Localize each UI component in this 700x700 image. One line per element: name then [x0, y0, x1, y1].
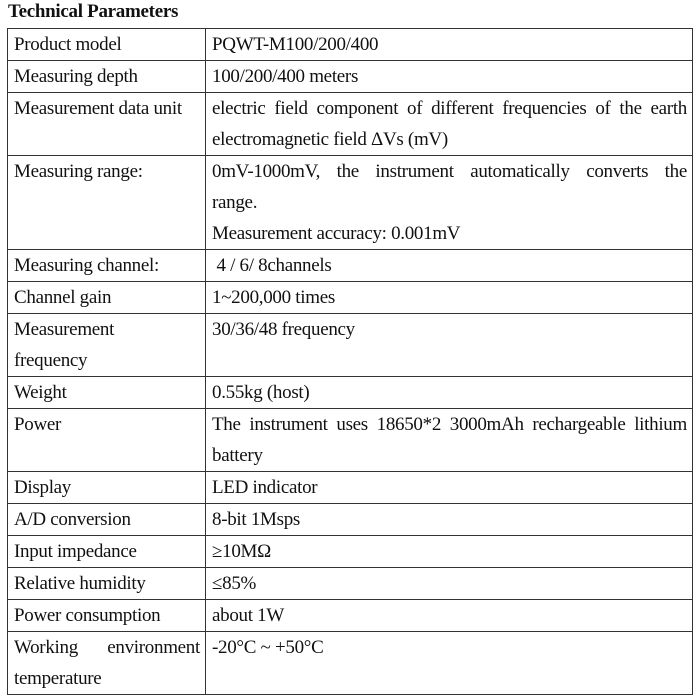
parameter-value: electric field component of different frequencies of the earth — [212, 98, 687, 119]
parameter-label: frequency — [14, 350, 88, 371]
table-row — [8, 632, 693, 695]
parameter-label-cell — [8, 282, 206, 314]
parameter-value-cell — [206, 536, 693, 568]
table-row — [8, 409, 693, 472]
parameter-label-cell — [8, 472, 206, 504]
parameter-value-cell — [206, 472, 693, 504]
parameter-label-cell — [8, 61, 206, 93]
parameter-label-cell — [8, 409, 206, 472]
parameter-value-cell — [206, 600, 693, 632]
table-row — [8, 568, 693, 600]
parameter-value-cell — [206, 250, 693, 282]
parameter-label-cell — [8, 250, 206, 282]
parameter-value: LED indicator — [212, 477, 318, 498]
parameter-label: Power — [14, 414, 62, 435]
parameter-value-cell — [206, 377, 693, 409]
parameter-value: 1~200,000 times — [212, 287, 335, 308]
table-row — [8, 29, 693, 61]
parameter-label: Power consumption — [14, 605, 161, 626]
table-row — [8, 156, 693, 250]
parameter-value: 100/200/400 meters — [212, 66, 359, 87]
parameter-value: 4 / 6/ 8channels — [212, 255, 332, 276]
parameter-label-cell — [8, 29, 206, 61]
parameter-value: The instrument uses 18650*2 3000mAh rechargeable lithium — [212, 414, 687, 435]
parameter-value: about 1W — [212, 605, 284, 626]
parameter-value: electromagnetic field ΔVs (mV) — [212, 129, 448, 150]
parameter-label-cell — [8, 377, 206, 409]
parameter-label-cell — [8, 156, 206, 250]
parameter-value: 0.55kg (host) — [212, 382, 310, 403]
table-row — [8, 600, 693, 632]
parameter-label: Measurement data unit — [14, 98, 182, 119]
table-row — [8, 472, 693, 504]
parameter-label: temperature — [14, 668, 102, 689]
parameter-value: Measurement accuracy: 0.001mV — [212, 223, 461, 244]
parameter-label: Measurement — [14, 319, 115, 340]
table-row — [8, 377, 693, 409]
technical-parameters-table — [7, 28, 693, 695]
parameter-value: ≤85% — [212, 573, 257, 594]
parameter-label: Measuring depth — [14, 66, 138, 87]
parameter-label: Measuring channel: — [14, 255, 159, 276]
section-title: Technical Parameters — [8, 1, 179, 22]
parameter-value-cell — [206, 504, 693, 536]
parameter-label: Input impedance — [14, 541, 137, 562]
table-row — [8, 61, 693, 93]
table-row — [8, 250, 693, 282]
parameter-value-cell — [206, 61, 693, 93]
parameter-label-cell — [8, 536, 206, 568]
parameter-value-cell — [206, 29, 693, 61]
table-row — [8, 282, 693, 314]
parameter-label: Relative humidity — [14, 573, 146, 594]
parameter-label-cell — [8, 93, 206, 156]
parameter-value-cell — [206, 409, 693, 472]
parameter-value-cell — [206, 93, 693, 156]
parameter-value: -20°C ~ +50°C — [212, 637, 324, 658]
parameter-value: 30/36/48 frequency — [212, 319, 355, 340]
parameter-value-cell — [206, 282, 693, 314]
parameter-label-cell — [8, 568, 206, 600]
parameter-label: Weight — [14, 382, 67, 403]
parameter-label-cell — [8, 314, 206, 377]
parameter-value: 0mV-1000mV, the instrument automatically converts the — [212, 161, 687, 182]
parameter-value: battery — [212, 445, 263, 466]
parameter-label: Working environment — [14, 637, 200, 658]
parameter-value: 8-bit 1Msps — [212, 509, 301, 530]
parameter-label: Channel gain — [14, 287, 112, 308]
parameter-value: PQWT-M100/200/400 — [212, 34, 379, 55]
table-row — [8, 504, 693, 536]
parameter-value-cell — [206, 156, 693, 250]
table-row — [8, 536, 693, 568]
table-row — [8, 314, 693, 377]
parameter-label-cell — [8, 632, 206, 695]
parameter-label: Display — [14, 477, 72, 498]
parameter-label-cell — [8, 504, 206, 536]
parameter-value: range. — [212, 192, 258, 213]
parameter-value-cell — [206, 314, 693, 377]
parameter-value-cell — [206, 632, 693, 695]
parameter-value: ≥10MΩ — [212, 541, 271, 562]
table-row — [8, 93, 693, 156]
parameter-label: Product model — [14, 34, 122, 55]
parameter-value-cell — [206, 568, 693, 600]
parameter-label: Measuring range: — [14, 161, 143, 182]
parameter-label-cell — [8, 600, 206, 632]
parameter-label: A/D conversion — [14, 509, 131, 530]
